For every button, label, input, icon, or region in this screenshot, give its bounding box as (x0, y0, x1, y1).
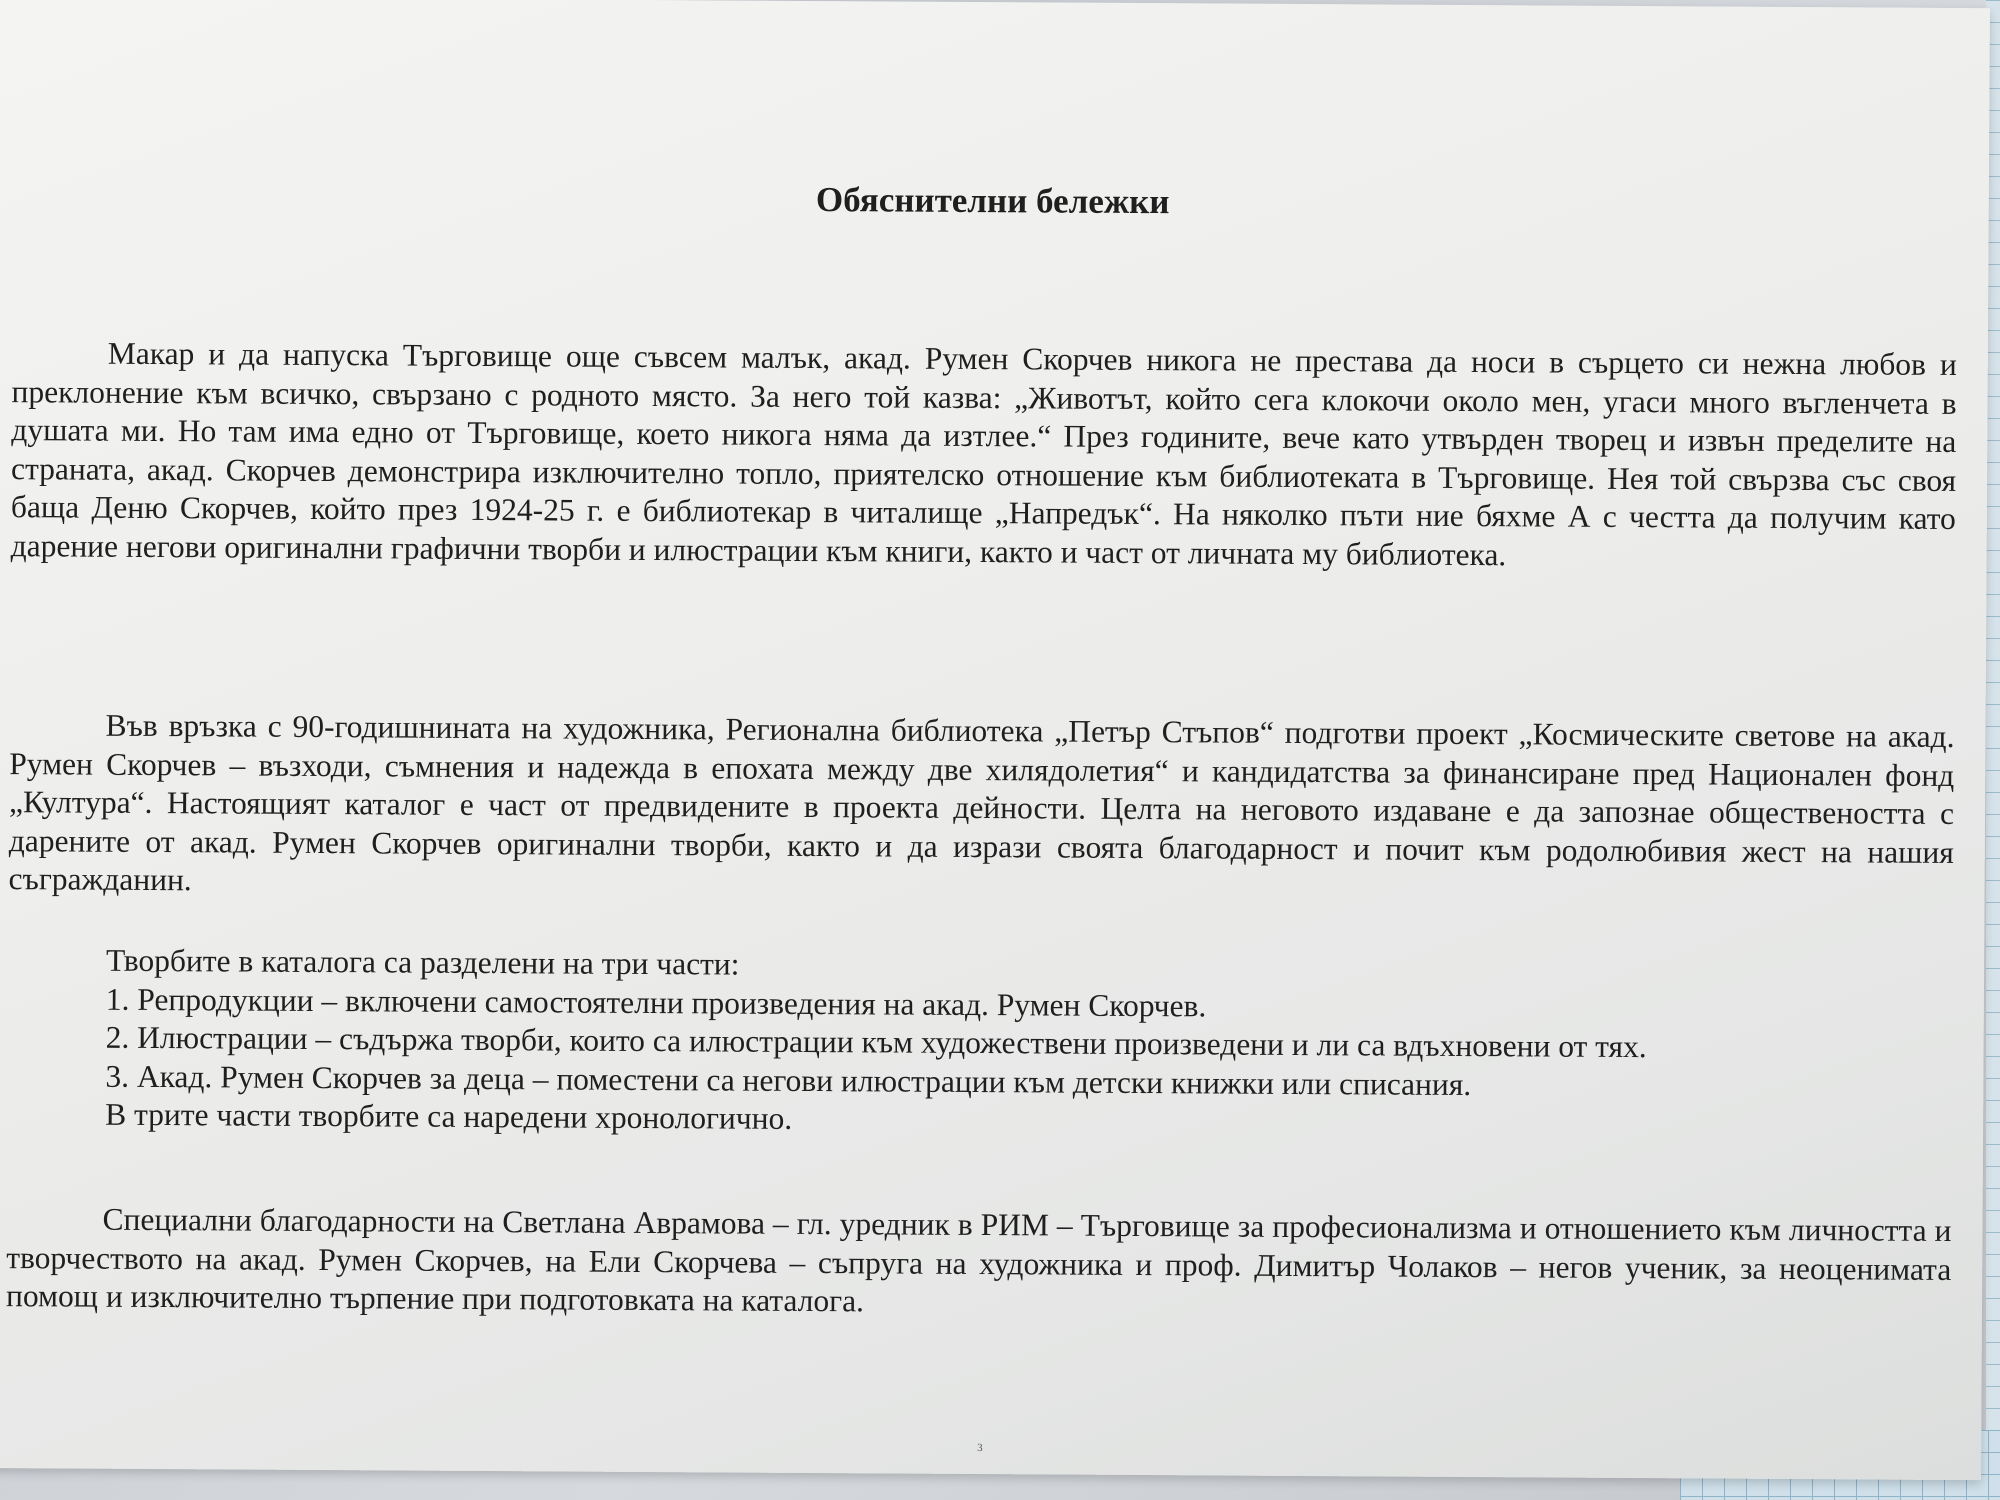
page-title: Обяснителни бележки (815, 180, 1170, 222)
list-item: 1. Репродукции – включени самостоятелни произведения на акад. Румен Скорчев. (105, 981, 1207, 1023)
paragraph-intro: Макар и да напуска Търговище още съвсем малък, акад. Румен Скорчев никога не престава да носи в сърцето си нежна любов и преклонение към всичко, свързано с родното място. За него той казва: „Животът, който сега клокочи около мен, угаси много въгленчета в душата ми. Но там има едно от Търговище, което никога няма да изтлее.“ През годините, вече като утвърден творец и извън пределите на страната, акад. Скорчев демонстрира изключително топло, приятелско отношение към библиотеката в Търговище. Нея той свързва със своя баща Деню Скорчев, който през 1924-25 г. е библиотекар в читалище „Напредък“. На няколко пъти ние бяхме А с честта да получим като дарение негови оригинални графични творби и илюстрации към книги, както и част от личната му библиотека. (10, 335, 1957, 572)
list-outro: В трите части творбите са наредени хронологично. (105, 1096, 793, 1136)
list-item: 2. Илюстрации – съдържа творби, които са илюстрации към художествени произведени и ли са вдъхновени от тях. (105, 1019, 1647, 1065)
page-number: 3 (977, 1442, 983, 1455)
paragraph-project: Във връзка с 90-годишнината на художника, Регионална библиотека „Петър Стъпов“ подготви проект „Космическите светове на акад. Румен Скорчев – възходи, съмнения и надежда в епохата между две хилядолетия“ и кандидатства за финансиране пред Национален фонд „Култура“. Настоящият каталог е част от предвидените в проекта дейности. Целта на неговото издаване е да запознае обществеността с дарените от акад. Румен Скорчев оригинални творби, както и да изрази своята благодарност и почит към родолюбивия жест на нашия съгражданин. (8, 707, 1955, 898)
list-intro: Творбите в каталога са разделени на три части: (106, 942, 740, 982)
catalog-parts-list (105, 942, 1956, 1146)
paragraph-acknowledgement: Специални благодарности на Светлана Аврамова – гл. уредник в РИМ – Търговище за професионализма и отношението към личността и творчеството на акад. Румен Скорчев, на Ели Скорчева – съпруга на художника и проф. Димитър Чолаков – негов ученик, за неоценимата помощ и изключително търпение при подготовката на каталога. (5, 1201, 1952, 1319)
list-item: 3. Акад. Румен Скорчев за деца – поместени са негови илюстрации към детски книжки или списания. (105, 1058, 1472, 1102)
